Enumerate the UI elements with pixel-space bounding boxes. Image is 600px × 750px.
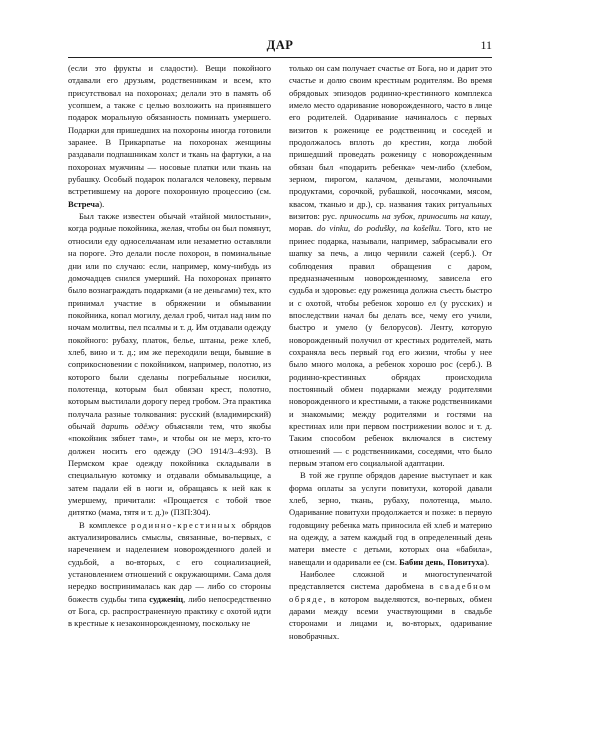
text-run: В комплексе (79, 519, 132, 530)
italic-term: do podušky (354, 223, 395, 234)
paragraph (68, 62, 271, 210)
italic-term: na košelku (400, 223, 440, 234)
paragraph (289, 62, 492, 469)
text-run: , в котором выделяются, во-первых, обмен дарами между всеми участвующими в свадьбе сторонами и лицами и, во-вторых, одаривание новобрачных. (289, 593, 492, 641)
spaced-term: родинно-крестинных (131, 519, 238, 530)
running-title: ДАР (266, 38, 294, 52)
text-run: Был также известен обычай «тайной милостыни», когда родные покойника, желая, чтобы он был помянут, относили еду односельчанам или незаметно оставляли на пороге. Это делали после похорон, в поминальные дни или по случаю: если, например, кому-нибудь из домочадцев снился умерший. На похоронах принято было вознаграждать подарками (а не деньгами) тех, кто принимал участие в обряжении и обмывании покойника, копал могилу, делал гроб, читал над ним по ночам молитвы, пел псалмы и т. д. Им отдавали одежду покойного: рубаху, платок, белье, штаны, реже хлеб, хлеб, вино и т. д.; им же переходили вещи, бывшие в соприкосновении с покойником, например, полотно, из которого были сделаны погребальные носилки, полотенца, которым был обвязан крест, полотно, которым выстилали дорогу перед гробом. Эта практика получала разные толкования: русский (владимирский) обычай (68, 211, 271, 431)
text-run: , морав. (289, 211, 492, 234)
left-column (68, 62, 271, 630)
header-rule (68, 57, 492, 58)
paragraph (289, 469, 492, 568)
text-run: обрядов актуализировались смыслы, связанные, во-первых, с наречением и наделением новорожденного долей и судьбой, а во-вторых, с его социализацией, установлением отношений с окружающими. Сама доля нередко воспринималась как дар — либо со стороны божеств судьбы типа (68, 519, 271, 604)
spaced-term: свадебном обряде (289, 581, 492, 604)
italic-term: дарить одёжу (101, 420, 159, 431)
right-column (289, 62, 492, 642)
bold-term: судженіц (149, 593, 184, 604)
text-run: ). (99, 198, 105, 209)
text-run: , (412, 211, 418, 222)
text-run: (если это фрукты и сладости). Вещи покойного отдавали его друзьям, родственникам и всем, кто присутствовал на похоронах; делали это в память об усопшем, а также с целью возложить на принявшего подарок моральную обязанность поминать умершего. Подарки для пришедших на похороны иногда готовили заранее. В Прикарпатье на похоронах женщины раздавали подпашникам холст и ткань на фартуки, а на похоронах мужчины — носовые платки или ткань на рубашку. Особый подарок полагался человеку, первым встретившему на дороге похоронную процессию (см. (68, 63, 271, 197)
paragraph (289, 568, 492, 642)
paragraph (68, 519, 271, 630)
text-run: . Того, кто не принес подарка, называли, например, забрасывали его шапку за печь, а лицо чернили сажей (серб.). От соблюдения правил обращения с даром, предназначенным новорожденному, зависела его судьба и здоровье: еду роженица должна съесть быстро и с охотой, чтобы ребенок хорошо ел (у русских) и впоследствии начал бы делать все, чему его учили, быстро и умело (у белорусов). Ленту, которую новорожденный получил от крестных родителей, мать сохраняла весь первый год его жизни, чтобы у нее было много молока, а ребенок хорошо рос (серб.). В родинно-крестинных обрядах происходила постоянный обмен подарками между родителями новорожденного и крестными, а также родственниками и знакомыми; между родителями и гостями на крестинах или при первом пострижении волос и т. д. Таким способом ребенок включался в систему отношений — с родственниками, соседями, что было первым этапом его социальной адаптации. (289, 223, 493, 468)
running-header (68, 38, 492, 58)
text-run: , (442, 556, 448, 567)
text-run: , (394, 223, 401, 234)
text-run: , (347, 223, 355, 234)
cross-reference: Повитуха (447, 556, 485, 567)
paragraph (68, 210, 271, 519)
italic-term: do vinku (316, 223, 348, 234)
cross-reference: Бабин день (399, 556, 443, 567)
text-run: В той же группе обрядов дарение выступает и как форма оплаты за услуги повитухи, которой давали хлеб, зерно, ткань, рубаху, полотенца, мыло. Одаривание повитухи продолжается и позже: в первую годовщину ребенка мать приносила ей хлеб и материю на одежду, а затем каждый год в определенный день матери вместе с детьми, которых она «бабила», навещали и одаривали ее (см. (289, 470, 492, 567)
text-run: ). (484, 556, 490, 567)
italic-term: приносить на зубок (339, 211, 413, 222)
text-run: Наиболее сложной и многоступенчатой представляется система даробмена в (289, 569, 492, 592)
text-run: , либо непосредственно от Бога, ср. распространенную практику с охотой идти в крестные к незаконнорожденному, поскольку не (68, 593, 271, 629)
italic-term: приносить на кашу (417, 211, 490, 222)
text-run: объясняли тем, что якобы «покойник зябнет там», и чтобы он не мерз, кто-то должен носить его одежду (ЭО 1914/3–4:93). В Пермском крае одежду покойника складывали в специальную котомку и отдавали обмывальщице, а затем падали ей в ноги и, обращаясь к ней как к умершему, причитали: «Прощается с тобой твое дитятко (мама, тятя и т. д.)» (ПЗП:304). (68, 420, 271, 518)
text-run: только он сам получает счастье от Бога, но и дарит это счастье и долю своим крестным родителям. Во время обрядовых эпизодов родинно-крестинного комплекса имело место одаривание новорожденного, часто в лице его родителей. Одаривание начиналось с первых визитов к роженице ее родственниц и соседей и продолжалось вплоть до крестин, когда любой пришедший проведать роженицу с новорожденным обязан был «подарить ребенка» чем-либо (хлебом, зерном, пирогом, калачом, деньгами, молочными продуктами, сорочкой, рубашкой, носочками, мясом, квасом, тканью и др.), ср. названия таких ритуальных визитов: рус. (289, 63, 492, 222)
cross-reference: Встреча (68, 198, 100, 209)
page-number: 11 (480, 38, 492, 52)
